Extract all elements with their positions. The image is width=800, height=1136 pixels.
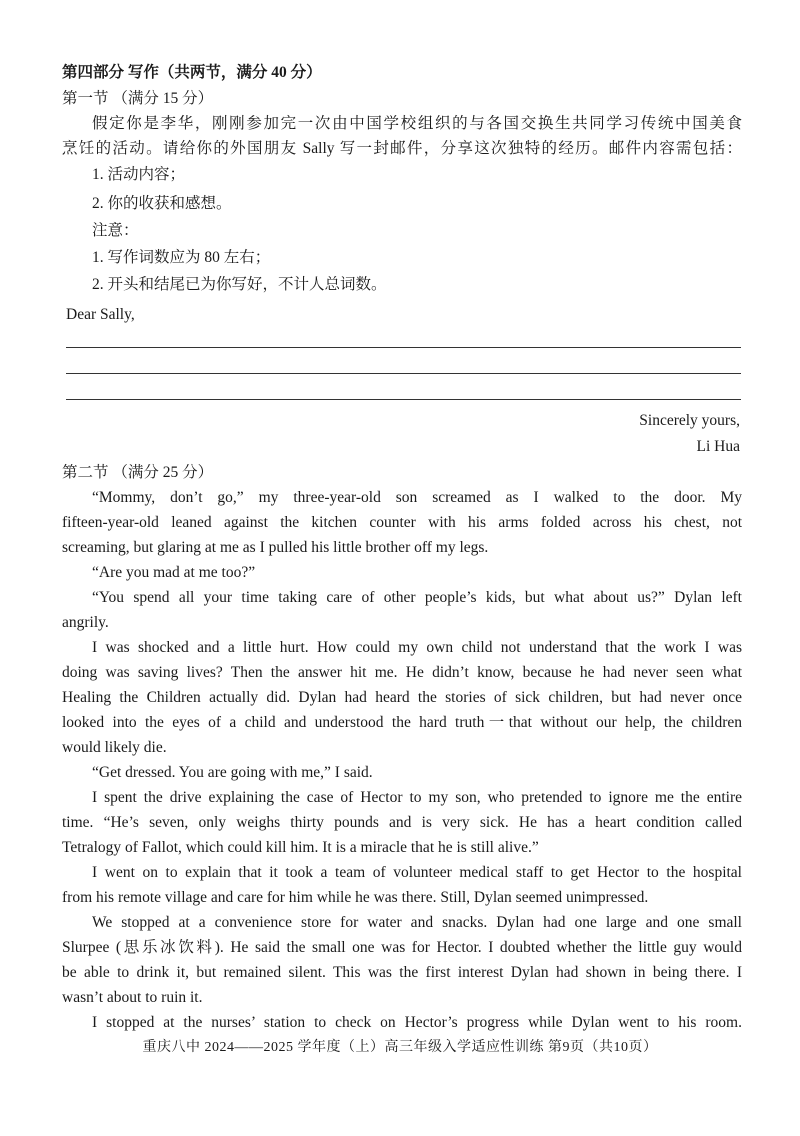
- prompt-line-2: 烹饪的活动。请给你的外国朋友 Sally 写一封邮件，分享这次独特的经历。邮件内容需包括：: [62, 140, 742, 157]
- passage-line: fifteen-year-old leaned against the kitchen counter with his arms folded across his chest, not: [62, 514, 742, 531]
- requirement-1: 1. 活动内容；: [92, 166, 186, 183]
- section2-heading: 第二节 （满分 25 分）: [62, 464, 214, 481]
- passage-line: wasn’t about to ruin it.: [62, 989, 203, 1006]
- passage-line: time. “He’s seven, only weighs thirty pounds and is very sick. He has a heart condition called: [62, 814, 742, 831]
- passage-line: doing was saving lives? Then the answer hit me. He didn’t know, because he had never seen what: [62, 664, 742, 681]
- passage-line: I spent the drive explaining the case of Hector to my son, who pretended to ignore me the entire: [92, 789, 742, 806]
- passage-line: Tetralogy of Fallot, which could kill him. It is a miracle that he is still alive.”: [62, 839, 539, 856]
- letter-signature: Li Hua: [696, 438, 740, 455]
- part-heading: 第四部分 写作（共两节，满分 40 分）: [62, 64, 322, 81]
- passage-line: “Are you mad at me too?”: [92, 564, 256, 581]
- answer-line-2[interactable]: [66, 373, 741, 374]
- answer-line-3[interactable]: [66, 399, 741, 400]
- section1-heading: 第一节 （满分 15 分）: [62, 90, 214, 107]
- passage-line: Healing the Children actually did. Dylan had heard the stories of sick children, but had never once: [62, 689, 742, 706]
- passage-line: would likely die.: [62, 739, 167, 756]
- page-footer: 重庆八中 2024——2025 学年度（上）高三年级入学适应性训练 第9页（共10页）: [142, 1040, 658, 1055]
- letter-closing: Sincerely yours,: [639, 412, 740, 429]
- passage-line: “You spend all your time taking care of other people’s kids, but what about us?” Dylan left: [92, 589, 742, 606]
- passage-line: looked into the eyes of a child and understood the hard truth一that without our help, the children: [62, 714, 742, 731]
- passage-line: from his remote village and care for him while he was there. Still, Dylan seemed unimpressed.: [62, 889, 649, 906]
- passage-line: angrily.: [62, 614, 109, 631]
- passage-line: “Get dressed. You are going with me,” I said.: [92, 764, 373, 781]
- passage-line: be able to drink it, but remained silent. This was the first interest Dylan had shown in being there. I: [62, 964, 742, 981]
- passage-line: “Mommy, don’t go,” my three-year-old son screamed as I walked to the door. My: [92, 489, 742, 506]
- answer-line-1[interactable]: [66, 347, 741, 348]
- passage-line: We stopped at a convenience store for water and snacks. Dylan had one large and one small: [92, 914, 742, 931]
- letter-greeting: Dear Sally,: [66, 306, 135, 323]
- note-2: 2. 开头和结尾已为你写好，不计人总词数。: [92, 276, 387, 293]
- passage-line: I stopped at the nurses’ station to check on Hector’s progress while Dylan went to his room.: [92, 1014, 742, 1031]
- passage-line: screaming, but glaring at me as I pulled his little brother off my legs.: [62, 539, 489, 556]
- passage-line: Slurpee (思乐冰饮料). He said the small one was for Hector. I doubted whether the little guy would: [62, 939, 742, 956]
- requirement-2: 2. 你的收获和感想。: [92, 195, 232, 212]
- prompt-line-1: 假定你是李华，刚刚参加完一次由中国学校组织的与各国交换生共同学习传统中国美食: [92, 115, 742, 132]
- notes-label: 注意：: [92, 222, 139, 239]
- passage-line: I was shocked and a little hurt. How could my own child not understand that the work I was: [92, 639, 742, 656]
- note-1: 1. 写作词数应为 80 左右；: [92, 249, 271, 266]
- passage-line: I went on to explain that it took a team of volunteer medical staff to get Hector to the hospital: [92, 864, 742, 881]
